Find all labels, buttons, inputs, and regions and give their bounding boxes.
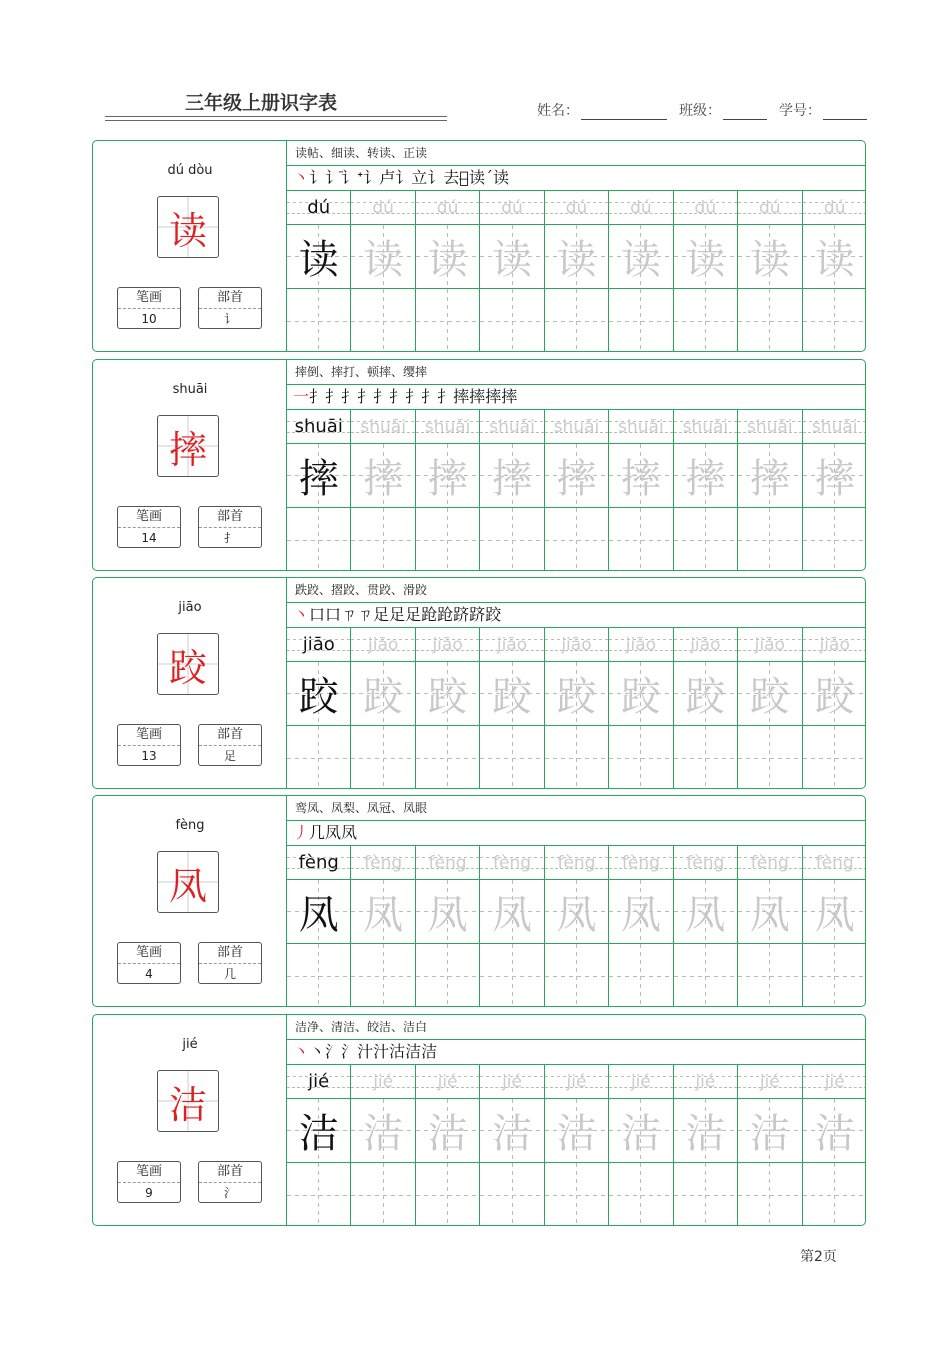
pinyin-trace[interactable]: jié <box>480 1065 544 1098</box>
character-info-panel <box>93 796 287 1006</box>
character-trace[interactable]: 摔 <box>803 444 867 507</box>
blank-practice-cell[interactable] <box>416 944 480 1007</box>
radical-value: 足 <box>223 749 236 763</box>
radical-label: 部首 <box>199 507 261 528</box>
blank-practice-cell[interactable] <box>480 289 544 352</box>
radical-value: 扌 <box>223 531 236 545</box>
stroke-step: 丶 <box>293 168 310 187</box>
pinyin-trace[interactable]: shuāi <box>609 410 673 443</box>
stroke-order <box>287 821 866 846</box>
stroke-step: 摔 <box>485 387 502 406</box>
stroke-step: 丿 <box>293 823 310 842</box>
blank-practice-row <box>287 1163 866 1226</box>
character-trace[interactable]: 凤 <box>351 880 415 943</box>
pinyin-trace[interactable]: shuāi <box>738 410 802 443</box>
class-label: 班级： <box>679 103 721 119</box>
stroke-step: 讠̄ <box>325 168 342 187</box>
character-trace-row <box>287 662 866 726</box>
blank-practice-cell[interactable] <box>287 944 351 1007</box>
pinyin-trace[interactable]: jiāo <box>609 628 673 661</box>
character-trace[interactable]: 摔 <box>545 444 609 507</box>
pinyin-practice-row <box>287 410 866 444</box>
stroke-count-value: 10 <box>141 312 157 326</box>
stroke-step: 几 <box>309 823 326 842</box>
character-trace[interactable]: 跤 <box>738 662 802 725</box>
pinyin-trace[interactable]: jiāo <box>738 628 802 661</box>
stroke-step: 足 <box>373 605 390 624</box>
stroke-count-label: 笔画 <box>118 1162 180 1183</box>
title-underline <box>105 116 447 121</box>
blank-practice-cell[interactable] <box>416 1163 480 1226</box>
stroke-count-box <box>117 287 181 329</box>
stroke-order <box>287 385 866 410</box>
pinyin-trace[interactable]: jiāo <box>545 628 609 661</box>
stroke-step: 汁 <box>357 1042 374 1061</box>
class-blank[interactable] <box>723 105 767 120</box>
character-trace[interactable]: 摔 <box>480 444 544 507</box>
character-sample: 洁 <box>287 1099 351 1162</box>
blank-practice-cell[interactable] <box>545 726 609 789</box>
character-trace[interactable]: 读 <box>351 225 415 288</box>
character-sample: 读 <box>287 225 351 288</box>
pinyin-trace[interactable]: dú <box>416 191 480 224</box>
pinyin-trace[interactable]: shuāi <box>803 410 867 443</box>
stroke-step: 丶 <box>309 1042 326 1061</box>
pinyin-trace[interactable]: jié <box>416 1065 480 1098</box>
character-trace[interactable]: 凤 <box>738 880 802 943</box>
character-trace[interactable]: 凤 <box>803 880 867 943</box>
number-field[interactable] <box>779 100 867 120</box>
pinyin-trace[interactable]: jié <box>674 1065 738 1098</box>
number-label: 学号： <box>779 103 821 119</box>
pinyin-trace[interactable]: jié <box>609 1065 673 1098</box>
blank-practice-cell[interactable] <box>609 944 673 1007</box>
radical-box <box>198 506 262 548</box>
character-trace[interactable]: 跤 <box>803 662 867 725</box>
character-trace-row <box>287 1099 866 1163</box>
character-trace[interactable]: 洁 <box>803 1099 867 1162</box>
character-trace[interactable]: 读 <box>416 225 480 288</box>
practice-panel <box>287 360 866 570</box>
blank-practice-cell[interactable] <box>803 508 867 571</box>
character-trace[interactable]: 读 <box>480 225 544 288</box>
pinyin-trace[interactable]: fèng <box>609 846 673 879</box>
character-info-panel <box>93 360 287 570</box>
character-trace[interactable]: 跤 <box>674 662 738 725</box>
blank-practice-cell[interactable] <box>287 289 351 352</box>
pinyin-trace[interactable]: jiāo <box>480 628 544 661</box>
blank-practice-cell[interactable] <box>545 1163 609 1226</box>
pinyin-trace[interactable]: jiāo <box>351 628 415 661</box>
stroke-count-box <box>117 942 181 984</box>
stroke-step: 洁 <box>421 1042 438 1061</box>
blank-practice-cell[interactable] <box>803 1163 867 1226</box>
stroke-step: 讠去 <box>427 168 460 187</box>
character-trace[interactable]: 凤 <box>480 880 544 943</box>
blank-practice-cell[interactable] <box>351 944 415 1007</box>
pinyin-practice-row <box>287 628 866 662</box>
stroke-step: 氵 <box>341 1042 358 1061</box>
pinyin-sample: fèng <box>287 846 351 879</box>
blank-practice-cell[interactable] <box>674 944 738 1007</box>
blank-practice-cell[interactable] <box>287 726 351 789</box>
character-trace[interactable]: 洁 <box>416 1099 480 1162</box>
pinyin-label: jiāo <box>178 600 202 615</box>
pinyin-trace[interactable]: shuāi <box>480 410 544 443</box>
blank-practice-cell[interactable] <box>351 1163 415 1226</box>
radical-label: 部首 <box>199 725 261 746</box>
blank-practice-cell[interactable] <box>545 944 609 1007</box>
pinyin-trace[interactable]: shuāi <box>351 410 415 443</box>
stroke-step: 口 <box>325 605 342 624</box>
character-card <box>92 795 866 1007</box>
character-trace[interactable]: 摔 <box>674 444 738 507</box>
stroke-count-box <box>117 506 181 548</box>
blank-practice-cell[interactable] <box>803 726 867 789</box>
stroke-step: 摔 <box>501 387 518 406</box>
pinyin-practice-row <box>287 191 866 225</box>
pinyin-label: shuāi <box>172 382 208 397</box>
blank-practice-cell[interactable] <box>480 1163 544 1226</box>
stroke-order <box>287 1040 866 1065</box>
pinyin-sample: dú <box>287 191 351 224</box>
pinyin-trace[interactable]: dú <box>545 191 609 224</box>
stroke-step: 讠立 <box>395 168 428 187</box>
character-info-panel <box>93 578 287 788</box>
stroke-step: 摔 <box>453 387 470 406</box>
character-trace[interactable]: 洁 <box>480 1099 544 1162</box>
stroke-step: 扌 <box>389 387 406 406</box>
character-trace-row <box>287 444 866 508</box>
pinyin-practice-row <box>287 846 866 880</box>
stroke-step: 扌 <box>357 387 374 406</box>
stroke-count-box <box>117 1161 181 1203</box>
blank-practice-cell[interactable] <box>674 508 738 571</box>
pinyin-label: dú dòu <box>167 163 213 178</box>
blank-practice-cell[interactable] <box>609 1163 673 1226</box>
practice-panel <box>287 796 866 1006</box>
stroke-step: 一 <box>293 387 310 406</box>
pinyin-trace[interactable]: dú <box>738 191 802 224</box>
stroke-step: ㄗ <box>357 605 374 624</box>
blank-practice-cell[interactable] <box>480 944 544 1007</box>
blank-practice-cell[interactable] <box>416 289 480 352</box>
character-info-panel <box>93 141 287 351</box>
stroke-step: 读 <box>492 168 509 187</box>
stroke-step: 扌 <box>405 387 422 406</box>
blank-practice-cell[interactable] <box>674 1163 738 1226</box>
blank-practice-cell[interactable] <box>480 726 544 789</box>
pinyin-trace[interactable]: shuāi <box>674 410 738 443</box>
stroke-step: 跻 <box>453 605 470 624</box>
stroke-step: 汁 <box>373 1042 390 1061</box>
character-card <box>92 140 866 352</box>
example-words: 摔倒、摔打、顿摔、缨摔 <box>287 360 866 385</box>
stroke-step: 氵 <box>325 1042 342 1061</box>
class-field[interactable] <box>679 100 767 120</box>
pinyin-trace[interactable]: jiāo <box>803 628 867 661</box>
pinyin-trace[interactable]: dú <box>674 191 738 224</box>
pinyin-sample: shuāi <box>287 410 351 443</box>
character-sample: 凤 <box>287 880 351 943</box>
blank-practice-cell[interactable] <box>609 289 673 352</box>
practice-panel <box>287 141 866 351</box>
pinyin-trace[interactable]: fèng <box>351 846 415 879</box>
pinyin-trace[interactable]: fèng <box>674 846 738 879</box>
radical-box <box>198 724 262 766</box>
main-character: 洁 <box>157 1070 219 1132</box>
blank-practice-cell[interactable] <box>609 508 673 571</box>
radical-value: 讠 <box>223 312 236 326</box>
blank-practice-cell[interactable] <box>351 508 415 571</box>
blank-practice-row <box>287 508 866 571</box>
stroke-step: 足 <box>405 605 422 624</box>
stroke-count-label: 笔画 <box>118 943 180 964</box>
character-trace[interactable]: 摔 <box>416 444 480 507</box>
character-trace[interactable]: 洁 <box>738 1099 802 1162</box>
stroke-step: 足 <box>389 605 406 624</box>
radical-box <box>198 287 262 329</box>
stroke-step: 扌 <box>373 387 390 406</box>
character-trace[interactable]: 凤 <box>674 880 738 943</box>
student-info <box>537 100 867 120</box>
page-title: 三年级上册识字表 <box>185 92 338 114</box>
stroke-step: 讠ᐩ <box>341 168 364 187</box>
stroke-step: 扌 <box>309 387 326 406</box>
stroke-order <box>287 603 866 628</box>
practice-panel <box>287 578 866 788</box>
blank-practice-cell[interactable] <box>738 508 802 571</box>
blank-practice-cell[interactable] <box>738 944 802 1007</box>
stroke-count-label: 笔画 <box>118 288 180 309</box>
stroke-step: 扌 <box>437 387 454 406</box>
blank-practice-cell[interactable] <box>351 289 415 352</box>
stroke-count-box <box>117 724 181 766</box>
character-trace[interactable]: 跤 <box>545 662 609 725</box>
radical-label: 部首 <box>199 288 261 309</box>
character-card <box>92 577 866 789</box>
stroke-step: 摔 <box>469 387 486 406</box>
pinyin-label: jié <box>182 1037 198 1052</box>
stroke-count-value: 13 <box>141 749 157 763</box>
stroke-step: 洁 <box>405 1042 422 1061</box>
pinyin-trace[interactable]: fèng <box>416 846 480 879</box>
stroke-step: 丶 <box>293 605 310 624</box>
pinyin-trace[interactable]: dú <box>351 191 415 224</box>
stroke-step: 扌 <box>341 387 358 406</box>
blank-practice-cell[interactable] <box>287 508 351 571</box>
pinyin-trace[interactable]: jiāo <box>674 628 738 661</box>
radical-box <box>198 942 262 984</box>
character-trace[interactable]: 洁 <box>609 1099 673 1162</box>
character-sample: 摔 <box>287 444 351 507</box>
character-trace-row <box>287 880 866 944</box>
character-trace[interactable]: 凤 <box>545 880 609 943</box>
practice-panel <box>287 1015 866 1225</box>
main-character: 读 <box>157 196 219 258</box>
radical-value: 几 <box>223 967 236 981</box>
pinyin-trace[interactable]: jié <box>803 1065 867 1098</box>
character-sample: 跤 <box>287 662 351 725</box>
stroke-step: 跤 <box>485 605 502 624</box>
pinyin-label: fèng <box>175 818 205 833</box>
blank-practice-cell[interactable] <box>738 1163 802 1226</box>
blank-practice-cell[interactable] <box>674 726 738 789</box>
pinyin-trace[interactable]: dú <box>609 191 673 224</box>
blank-practice-cell[interactable] <box>803 289 867 352</box>
stroke-step: 讠卢 <box>363 168 396 187</box>
pinyin-trace[interactable]: jié <box>738 1065 802 1098</box>
main-character: 摔 <box>157 415 219 477</box>
stroke-step: 讠 <box>309 168 326 187</box>
stroke-step: 丶 <box>293 1042 310 1061</box>
character-trace[interactable]: 洁 <box>545 1099 609 1162</box>
stroke-step: 跄 <box>421 605 438 624</box>
radical-label: 部首 <box>199 1162 261 1183</box>
stroke-step: 凤 <box>325 823 342 842</box>
radical-box <box>198 1161 262 1203</box>
stroke-step: 读ˊ <box>468 168 493 187</box>
character-trace[interactable]: 摔 <box>351 444 415 507</box>
stroke-count-value: 4 <box>145 967 153 981</box>
example-words: 跌跤、摺跤、贯跤、滑跤 <box>287 578 866 603</box>
character-trace[interactable]: 跤 <box>609 662 673 725</box>
character-trace[interactable]: 摔 <box>609 444 673 507</box>
character-trace[interactable]: 读 <box>609 225 673 288</box>
stroke-step: 凤 <box>341 823 358 842</box>
pinyin-trace[interactable]: jiāo <box>416 628 480 661</box>
name-field[interactable] <box>537 100 667 120</box>
stroke-step: 扌 <box>325 387 342 406</box>
stroke-step: 读̶ <box>459 168 469 187</box>
example-words: 鸾凤、凤梨、凤冠、凤眼 <box>287 796 866 821</box>
blank-practice-row <box>287 289 866 352</box>
character-trace[interactable]: 洁 <box>351 1099 415 1162</box>
blank-practice-cell[interactable] <box>545 508 609 571</box>
pinyin-trace[interactable]: dú <box>480 191 544 224</box>
blank-practice-row <box>287 944 866 1007</box>
blank-practice-cell[interactable] <box>738 289 802 352</box>
pinyin-trace[interactable]: fèng <box>480 846 544 879</box>
stroke-count-value: 14 <box>141 531 157 545</box>
stroke-step: 扌 <box>421 387 438 406</box>
stroke-step: ㄗ <box>341 605 358 624</box>
pinyin-trace[interactable]: fèng <box>803 846 867 879</box>
character-trace[interactable]: 凤 <box>609 880 673 943</box>
character-card <box>92 359 866 571</box>
character-trace[interactable]: 洁 <box>674 1099 738 1162</box>
main-character: 跤 <box>157 633 219 695</box>
number-blank[interactable] <box>823 105 867 120</box>
character-trace[interactable]: 读 <box>674 225 738 288</box>
stroke-step: 口 <box>309 605 326 624</box>
page-number: 第2页 <box>800 1249 837 1265</box>
pinyin-practice-row <box>287 1065 866 1099</box>
character-trace[interactable]: 读 <box>545 225 609 288</box>
stroke-count-label: 笔画 <box>118 507 180 528</box>
radical-value: 氵 <box>223 1186 236 1200</box>
blank-practice-cell[interactable] <box>738 726 802 789</box>
pinyin-sample: jié <box>287 1065 351 1098</box>
radical-label: 部首 <box>199 943 261 964</box>
blank-practice-cell[interactable] <box>609 726 673 789</box>
character-trace[interactable]: 跤 <box>351 662 415 725</box>
blank-practice-cell[interactable] <box>545 289 609 352</box>
stroke-count-label: 笔画 <box>118 725 180 746</box>
pinyin-trace[interactable]: shuāi <box>416 410 480 443</box>
character-trace[interactable]: 跤 <box>416 662 480 725</box>
blank-practice-cell[interactable] <box>416 726 480 789</box>
stroke-order <box>287 166 866 191</box>
blank-practice-cell[interactable] <box>674 289 738 352</box>
pinyin-trace[interactable]: dú <box>803 191 867 224</box>
pinyin-sample: jiāo <box>287 628 351 661</box>
blank-practice-cell[interactable] <box>416 508 480 571</box>
blank-practice-cell[interactable] <box>287 1163 351 1226</box>
character-trace[interactable]: 读 <box>803 225 867 288</box>
blank-practice-cell[interactable] <box>351 726 415 789</box>
stroke-step: 沽 <box>389 1042 406 1061</box>
stroke-step: 跄 <box>437 605 454 624</box>
name-label: 姓名： <box>537 103 579 119</box>
character-trace[interactable]: 凤 <box>416 880 480 943</box>
character-trace[interactable]: 读 <box>738 225 802 288</box>
pinyin-trace[interactable]: jié <box>351 1065 415 1098</box>
character-trace-row <box>287 225 866 289</box>
main-character: 凤 <box>157 851 219 913</box>
name-blank[interactable] <box>581 105 667 120</box>
pinyin-trace[interactable]: fèng <box>545 846 609 879</box>
stroke-step: 跻 <box>469 605 486 624</box>
character-trace[interactable]: 跤 <box>480 662 544 725</box>
character-info-panel <box>93 1015 287 1225</box>
blank-practice-cell[interactable] <box>480 508 544 571</box>
character-card <box>92 1014 866 1226</box>
pinyin-trace[interactable]: fèng <box>738 846 802 879</box>
blank-practice-row <box>287 726 866 789</box>
pinyin-trace[interactable]: shuāi <box>545 410 609 443</box>
page-header <box>105 86 867 126</box>
character-trace[interactable]: 摔 <box>738 444 802 507</box>
blank-practice-cell[interactable] <box>803 944 867 1007</box>
example-words: 读帖、细读、转读、正读 <box>287 141 866 166</box>
pinyin-trace[interactable]: jié <box>545 1065 609 1098</box>
stroke-count-value: 9 <box>145 1186 153 1200</box>
example-words: 洁净、清洁、皎洁、洁白 <box>287 1015 866 1040</box>
